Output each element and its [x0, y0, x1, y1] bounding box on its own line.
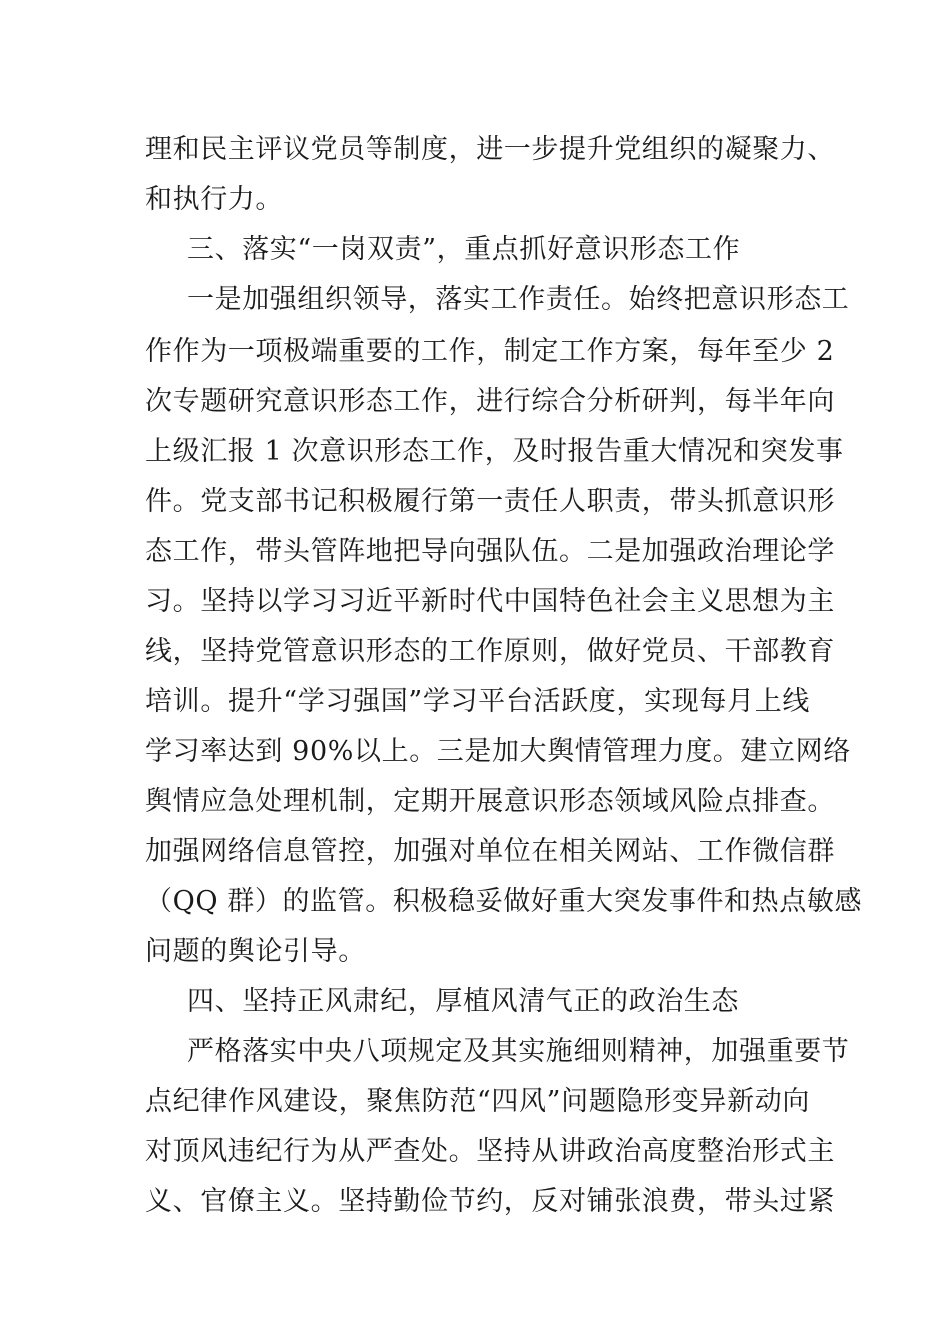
text-line-5: 作作为一项极端重要的工作，制定工作方案，每年至少 2	[145, 336, 835, 367]
text-line-9: 态工作，带头管阵地把导向强队伍。二是加强政治理论学	[145, 536, 835, 567]
section-heading-18: 四、坚持正风肃纪，厚植风清气正的政治生态	[187, 986, 739, 1017]
text-line-11: 线，坚持党管意识形态的工作原则，做好党员、干部教育	[145, 636, 835, 667]
text-line-1: 理和民主评议党员等制度，进一步提升党组织的凝聚力、	[145, 134, 835, 165]
text-line-7: 上级汇报 1 次意识形态工作，及时报告重大情况和突发事	[145, 436, 844, 467]
text-line-20: 点纪律作风建设，聚焦防范“四风”问题隐形变异新动向	[145, 1086, 810, 1117]
text-line-21: 对顶风违纪行为从严查处。坚持从讲政治高度整治形式主	[145, 1136, 835, 1167]
text-line-2: 和执行力。	[145, 184, 283, 215]
text-line-15: 加强网络信息管控，加强对单位在相关网站、工作微信群	[145, 836, 835, 867]
text-line-12: 培训。提升“学习强国”学习平台活跃度，实现每月上线	[145, 686, 810, 717]
text-line-8: 件。党支部书记积极履行第一责任人职责，带头抓意识形	[145, 486, 835, 517]
text-line-10: 习。坚持以学习习近平新时代中国特色社会主义思想为主	[145, 586, 835, 617]
text-line-16: （QQ 群）的监管。积极稳妥做好重大突发事件和热点敏感	[145, 886, 863, 917]
text-line-22: 义、官僚主义。坚持勤俭节约，反对铺张浪费，带头过紧	[145, 1186, 835, 1217]
text-line-6: 次专题研究意识形态工作，进行综合分析研判，每半年向	[145, 386, 835, 417]
text-line-14: 舆情应急处理机制，定期开展意识形态领域风险点排查。	[145, 786, 835, 817]
text-line-19: 严格落实中央八项规定及其实施细则精神，加强重要节	[187, 1036, 850, 1067]
text-line-4: 一是加强组织领导，落实工作责任。始终把意识形态工	[187, 284, 850, 315]
text-line-17: 问题的舆论引导。	[145, 936, 366, 967]
section-heading-3: 三、落实“一岗双责”，重点抓好意识形态工作	[187, 234, 741, 265]
text-line-13: 学习率达到 90%以上。三是加大舆情管理力度。建立网络	[145, 736, 851, 767]
